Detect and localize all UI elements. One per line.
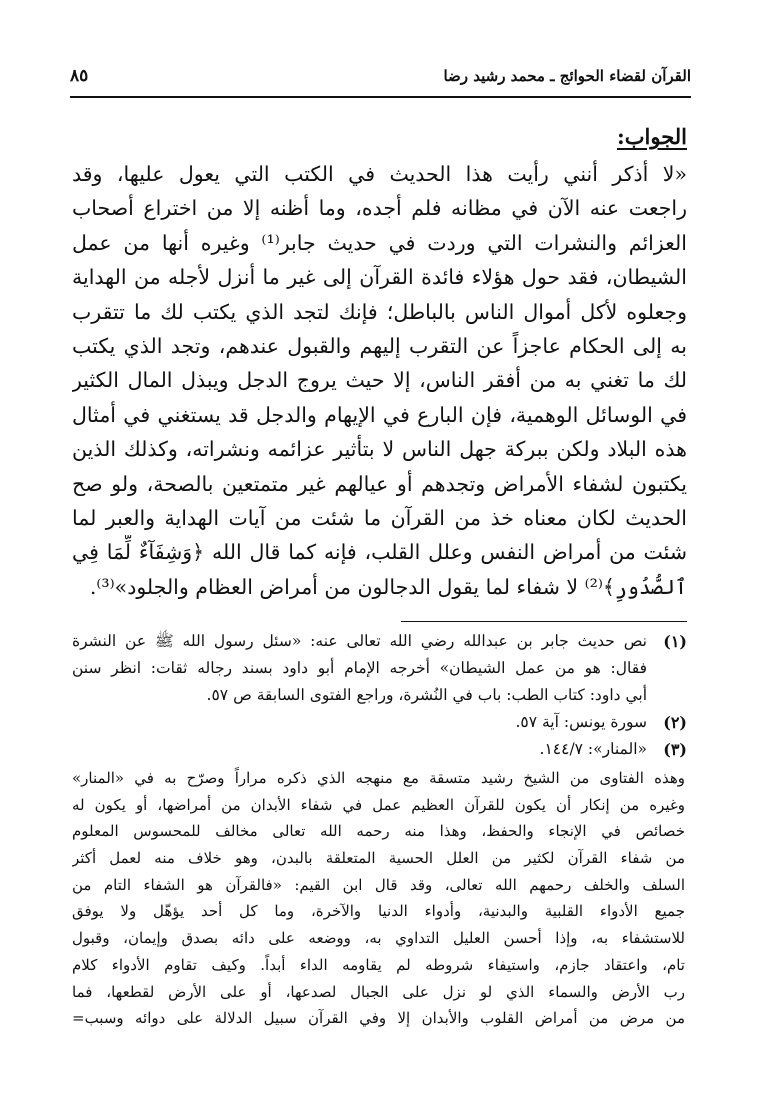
header-rule bbox=[70, 96, 691, 98]
footnote-number: (١) bbox=[663, 632, 687, 651]
body-line: العزائم والنشرات التي وردت في حديث جابر⁽¹⁾ وغيره أنها من عمل bbox=[72, 230, 687, 255]
footnote-number: (٣) bbox=[663, 740, 687, 759]
footnote bbox=[72, 709, 687, 736]
note-line: رب الأرض والسماء الذي لو نزل على الجبال لصدعها، أو على الأرض لقطعها، فما bbox=[72, 982, 685, 1001]
running-header bbox=[70, 62, 691, 90]
running-title: القرآن لقضاء الحوائج ـ محمد رشيد رضا bbox=[443, 67, 691, 85]
footnote-number: (٢) bbox=[663, 713, 687, 732]
editor-note bbox=[72, 765, 685, 1032]
note-line: تام، واعتقاد جازم، واستيفاء شروطه لم يقاومه الداء أبداً. وكيف تقاوم الأدواء كلام bbox=[72, 955, 685, 974]
note-line: وغيره من إنكار أن يكون للقرآن العظيم عمل في شفاء الأبدان من أمراضها، أو يكون له bbox=[72, 795, 685, 814]
note-line: وهذه الفتاوى من الشيخ رشيد متسقة مع منهجه الذي ذكره مراراً وصرّح به في «المنار» bbox=[72, 769, 685, 787]
body-line: في الوسائل الوهمية، فإن البارع في الإيهام والدجل قد يستغني في أمثال bbox=[72, 402, 687, 427]
footnote-rule bbox=[401, 621, 687, 622]
footnotes bbox=[72, 628, 687, 1032]
footnote bbox=[72, 736, 687, 763]
footnote-line: نص حديث جابر بن عبدالله رضي الله تعالى عنه: «سئل رسول الله ﷺ عن النشرة bbox=[72, 632, 647, 650]
body-text bbox=[72, 157, 687, 604]
footnote-line: أبي داود: كتاب الطب: باب في النُشرة، وراجع الفتوى السابقة ص ٥٧. bbox=[206, 686, 647, 704]
body-line: «لا أذكر أنني رأيت هذا الحديث في الكتب التي يعول عليها، وقد bbox=[72, 162, 687, 186]
note-line: خصائص في الإنجاء والحفظ، وهذا منه رحمه الله تعالى مخالف للمحسوس المعلوم bbox=[72, 822, 685, 841]
note-line: للاستشفاء به، وإذا أحسن العليل التداوي به، ووضعه على دائه بصدق وإيمان، وقبول bbox=[72, 929, 685, 948]
body-line: يكتبون لشفاء الأمراض وتجدهم أو عيالهم غير متمتعين بالصحة، ولو صح bbox=[72, 471, 687, 496]
body-line: شئت من أمراض النفس وعلل القلب، فإنه كما قال الله ﴿وَشِفَآءٌ لِّمَا فِي bbox=[72, 540, 687, 565]
body-line: به إلى الحكام عاجزاً عن التقرب إليهم والقبول عندهم، وتجد الذي يكتب bbox=[72, 333, 687, 358]
page-number: ٨٥ bbox=[70, 66, 89, 86]
note-line: جميع الأدواء القلبية والبدنية، وأدواء الدنيا والآخرة، وما كل أحد يؤهّل ولا يوفق bbox=[72, 902, 685, 921]
body-line: هذه البلاد ولكن ببركة جهل الناس لا بتأثير عزائمه ونشراته، وكذلك الذين bbox=[72, 437, 687, 462]
note-line: السلف والخلف رحمهم الله تعالى، وقد قال ابن القيم: «فالقرآن هو الشفاء التام من bbox=[72, 875, 685, 894]
body-line: الحديث لكان معناه خذ من القرآن ما شئت من آيات الهداية والعبر لما bbox=[72, 505, 687, 530]
body-line: الشيطان، فقد حول هؤلاء فائدة القرآن إلى غير ما أنزل لأجله من الهداية bbox=[72, 265, 687, 290]
body-line: وجعلوه لأكل أموال الناس بالباطل؛ فإنك لتجد الذي يكتب لك ما تتقرب bbox=[72, 299, 687, 324]
body-line: راجعت عنه الآن في مظانه فلم أجده، وما أظنه إلا من اختراع أصحاب bbox=[72, 196, 687, 221]
note-line: من شفاء القرآن لكثير من العلل الحسية المتعلقة بالبدن، وهو خلاف منه لعمل أكثر bbox=[72, 849, 685, 868]
footnote-line: سورة يونس: آية ٥٧. bbox=[515, 713, 647, 731]
footnote-line: فقال: هو من عمل الشيطان» أخرجه الإمام أبو داود بسند رجاله ثقات: انظر سنن bbox=[72, 659, 647, 677]
footnote bbox=[72, 628, 687, 709]
body-line: ٱلصُّدُورِ﴾⁽²⁾ لا شفاء لما يقول الدجالون من أمراض العظام والجلود»⁽³⁾. bbox=[89, 574, 687, 599]
note-line: من مرض من أمراض القلوب والأبدان إلا وفي القرآن سبيل الدلالة على دوائه وسبب= bbox=[72, 1009, 685, 1028]
answer-heading: الجواب: bbox=[617, 124, 687, 149]
footnote-line: «المنار»: ١٤٤/٧. bbox=[539, 740, 647, 758]
body-line: لك ما تغني به من أفقر الناس، إلا حيث يروج الدجل ويبذل المال الكثير bbox=[72, 368, 687, 393]
